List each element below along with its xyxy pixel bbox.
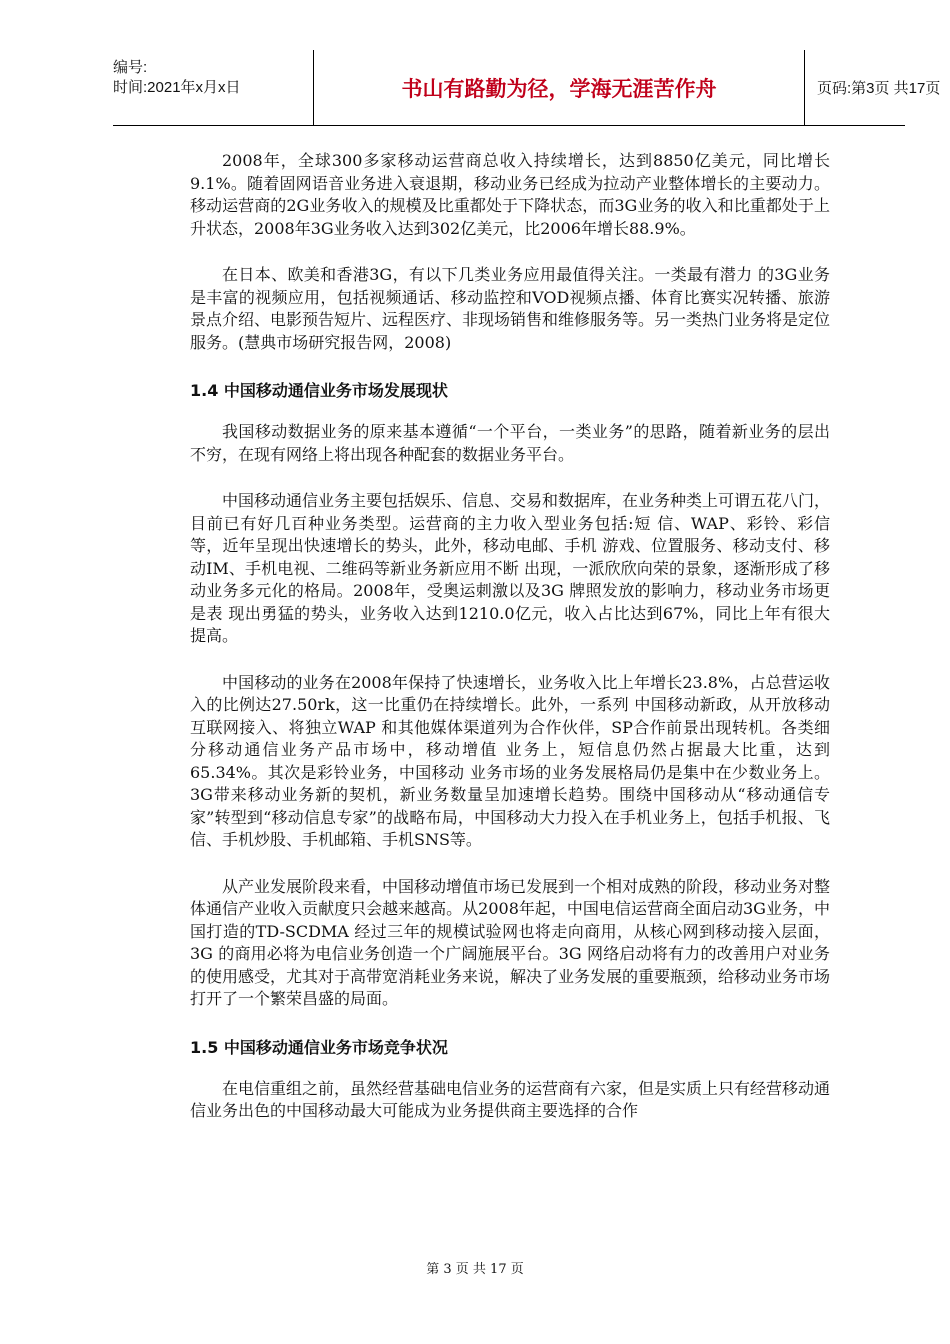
- section-heading: 1.4 中国移动通信业务市场发展现状: [190, 381, 448, 400]
- paragraph: 我国移动数据业务的原来基本遵循“一个平台，一类业务”的思路，随着新业务的层出不穷，在现有网络上将出现各种配套的数据业务平台。: [190, 422, 830, 464]
- paragraph: 2008年，全球300多家移动运营商总收入持续增长，达到8850亿美元，同比增长9.1%。随着固网语音业务进入衰退期，移动业务已经成为拉动产业整体增长的主要动力。移动运营商的2G业务收入的规模及比重都处于下降状态，而3G业务的收入和比重都处于上升状态，2008年3G业务收入达到302亿美元，比2006年增长88.9%。: [190, 151, 830, 238]
- header-page-info: 页码:第3页 共17页: [817, 80, 941, 97]
- header-motto: 书山有路勤为径，学海无涯苦作舟: [401, 76, 717, 101]
- time-label: 时间:2021年x月x日: [113, 79, 241, 96]
- header-meta: [113, 58, 313, 98]
- paragraph: 从产业发展阶段来看，中国移动增值市场已发展到一个相对成熟的阶段，移动业务对整体通信产业收入贡献度只会越来越高。从2008年起，中国电信运营商全面启动3G业务，中国打造的TD-SCDMA 经过三年的规模试验网也将走向商用，从核心网到移动接入层面，3G 的商用必将为电信业务创造一个广阔施展平台。3G 网络启动将有力的改善用户对业务的使用感受，尤其对于高带宽消耗业务来说，解决了业务发展的重要瓶颈，给移动业务市场打开了一个繁荣昌盛的局面。: [190, 876, 831, 1008]
- number-label: 编号:: [113, 59, 148, 76]
- page-header: [113, 50, 941, 126]
- paragraph: 在电信重组之前，虽然经营基础电信业务的运营商有六家，但是实质上只有经营移动通信业务出色的中国移动最大可能成为业务提供商主要选择的合作: [190, 1078, 831, 1120]
- document-body: [190, 150, 830, 1147]
- paragraph: 在日本、欧美和香港3G，有以下几类业务应用最值得关注。一类最有潜力 的3G业务是丰富的视频应用，包括视频通话、移动监控和VOD视频点播、体育比赛实况转播、旅游景点介绍、电影预告短片、远程医疗、非现场销售和维修服务等。另一类热门业务将是定位服务。(慧典市场研究报告网，2008): [190, 265, 831, 352]
- page-footer: 第 3 页 共 17 页: [426, 1262, 524, 1277]
- paragraph: 中国移动通信业务主要包括娱乐、信息、交易和数据库，在业务种类上可谓五花八门，目前已有好几百种业务类型。运营商的主力收入型业务包括:短 信、WAP、彩铃、彩信等，近年呈现出快速增长的势头，此外，移动电邮、手机 游戏、位置服务、移动支付、移动IM、手机电视、二维码等新业务新应用不断 出现，一派欣欣向荣的景象，逐渐形成了移动业务多元化的格局。2008年，受奥运刺激以及3G 牌照发放的影响力，移动业务市场更是表 现出勇猛的势头，业务收入达到1210.0亿元，收入占比达到67%，同比上年有很大提高。: [190, 491, 831, 645]
- paragraph: 中国移动的业务在2008年保持了快速增长，业务收入比上年增长23.8%，占总营运收入的比例达27.50rk，这一比重仍在持续增长。此外，一系列 中国移动新政，从开放移动互联网接入、将独立WAP 和其他媒体渠道列为合作伙伴，SP合作前景出现转机。各类细分移动通信业务产品市场中，移动增值 业务上，短信息仍然占据最大比重，达到65.34%。其次是彩铃业务，中国移动 业务市场的业务发展格局仍是集中在少数业务上。3G带来移动业务新的契机，新业务数量呈加速增长趋势。围绕中国移动从“移动通信专家”转型到“移动信息专家”的战略布局，中国移动大力投入在手机业务上，包括手机报、飞信、手机炒股、手机邮箱、手机SNS等。: [190, 672, 830, 849]
- section-heading: 1.5 中国移动通信业务市场竞争状况: [190, 1037, 448, 1057]
